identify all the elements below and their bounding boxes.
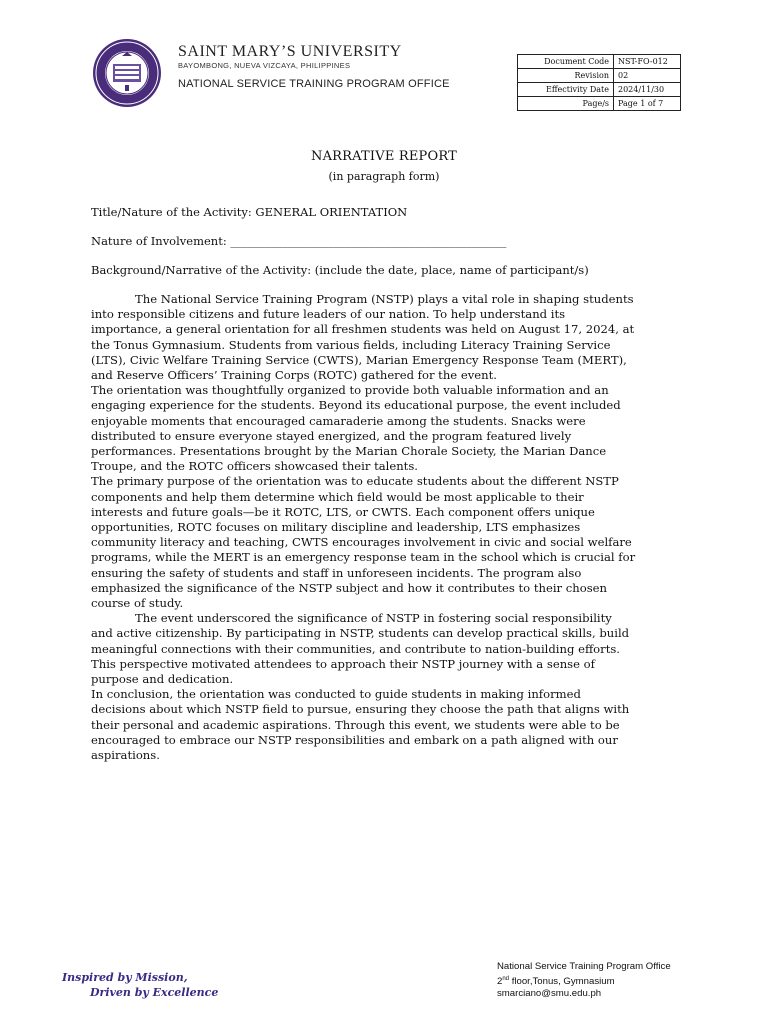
body-line: The National Service Training Program (NSTP) plays a vital role in shaping students xyxy=(135,292,634,306)
body-line: The primary purpose of the orientation was to educate students about the different NSTP xyxy=(91,474,619,489)
university-address: BAYOMBONG, NUEVA VIZCAYA, PHILIPPINES xyxy=(178,61,351,70)
body-line: importance, a general orientation for all freshmen students was held on August 17, 2024, at xyxy=(91,322,635,337)
body-line: encouraged to embrace our NSTP responsibilities and embark on a path aligned with our xyxy=(91,732,618,747)
body-line: performances. Presentations brought by the Marian Chorale Society, the Marian Dance xyxy=(91,444,607,459)
body-line: In conclusion, the orientation was conducted to guide students in making informed xyxy=(91,687,581,702)
slogan-line-2: Driven by Excellence xyxy=(90,986,219,999)
body-line: Troupe, and the ROTC officers showcased their talents. xyxy=(91,459,418,474)
doc-control-row xyxy=(518,69,681,83)
body-line: distributed to ensure everyone stayed energized, and the program featured lively xyxy=(91,428,572,443)
body-line: the Tonus Gymnasium. Students from various fields, including Literacy Training Service xyxy=(91,337,611,352)
doc-control-value: Page 1 of 7 xyxy=(614,97,681,111)
body-line: components and help them determine which field would be most applicable to their xyxy=(91,489,584,504)
body-line: ensuring the safety of students and staff in unforeseen incidents. The program also xyxy=(91,565,582,580)
university-name: SAINT MARY’S UNIVERSITY xyxy=(178,43,402,60)
body-line: This perspective motivated attendees to approach their NSTP journey with a sense of xyxy=(91,656,595,671)
contact-floor-number: 2 xyxy=(497,976,503,988)
doc-control-label: Document Code xyxy=(518,55,614,69)
contact-floor xyxy=(497,973,671,988)
body-line: aspirations. xyxy=(91,748,160,763)
body-line: enjoyable moments that encouraged camaraderie among the students. Snacks were xyxy=(91,413,586,428)
contact-email: smarciano@smu.edu.ph xyxy=(497,988,602,1000)
body-line: their personal and academic aspirations. Through this event, we students were able to be xyxy=(91,717,620,732)
doc-control-label: Revision xyxy=(518,69,614,83)
activity-title-field: Title/Nature of the Activity: GENERAL ORIENTATION xyxy=(91,205,408,219)
slogan-line-1: Inspired by Mission, xyxy=(62,971,188,984)
contact-floor-text: floor,Tonus, Gymnasium xyxy=(509,976,615,988)
university-seal-icon xyxy=(92,38,162,108)
report-title: NARRATIVE REPORT xyxy=(311,149,457,164)
slogan-logo xyxy=(58,966,278,1000)
body-line: The event underscored the significance of NSTP in fostering social responsibility xyxy=(135,611,612,626)
doc-control-row xyxy=(518,83,681,97)
doc-control-value: 2024/11/30 xyxy=(614,83,681,97)
narrative-body xyxy=(91,292,691,763)
body-line: emphasized the significance of the NSTP subject and how it contributes to their chosen xyxy=(91,580,607,595)
background-field: Background/Narrative of the Activity: (include the date, place, name of participant/s) xyxy=(91,263,589,277)
doc-control-label: Effectivity Date xyxy=(518,83,614,97)
body-line: programs, while the MERT is an emergency response team in the school which is crucial for xyxy=(91,550,636,565)
body-line: and active citizenship. By participating in NSTP, students can develop practical skills, build xyxy=(91,626,630,641)
footer-contact xyxy=(497,961,671,1000)
involvement-field: Nature of Involvement: ________________________________________________ xyxy=(91,234,507,248)
body-line: decisions about which NSTP field to pursue, ensuring they choose the path that aligns with xyxy=(91,702,630,717)
body-line: interests and future goals—be it ROTC, LTS, or CWTS. Each component offers unique xyxy=(91,504,595,519)
body-line: opportunities, ROTC focuses on military discipline and leadership, LTS emphasizes xyxy=(91,520,581,535)
report-subtitle: (in paragraph form) xyxy=(328,170,440,183)
body-line: into responsible citizens and future leaders of our nation. To help understand its xyxy=(91,307,566,322)
contact-office: National Service Training Program Office xyxy=(497,961,671,972)
contact-floor-suffix: nd xyxy=(502,976,510,982)
office-name: NATIONAL SERVICE TRAINING PROGRAM OFFICE xyxy=(178,78,450,90)
doc-control-row xyxy=(518,55,681,69)
body-line: engaging experience for the students. Beyond its educational purpose, the event included xyxy=(91,398,621,413)
body-line: and Reserve Officers’ Training Corps (ROTC) gathered for the event. xyxy=(91,368,497,383)
body-line: purpose and dedication. xyxy=(91,672,234,687)
doc-control-value: NST-FO-012 xyxy=(614,55,681,69)
body-line: course of study. xyxy=(91,596,184,611)
body-line: (LTS), Civic Welfare Training Service (CWTS), Marian Emergency Response Team (MERT), xyxy=(91,352,627,367)
document-control-table xyxy=(517,54,681,111)
doc-control-row xyxy=(518,97,681,111)
body-line: The orientation was thoughtfully organized to provide both valuable information and an xyxy=(91,383,609,398)
doc-control-value: 02 xyxy=(614,69,681,83)
doc-control-label: Page/s xyxy=(518,97,614,111)
body-line: meaningful connections with their communities, and contribute to nation-building efforts. xyxy=(91,641,620,656)
body-line: community literacy and teaching, CWTS encourages involvement in civic and social welfare xyxy=(91,535,632,550)
